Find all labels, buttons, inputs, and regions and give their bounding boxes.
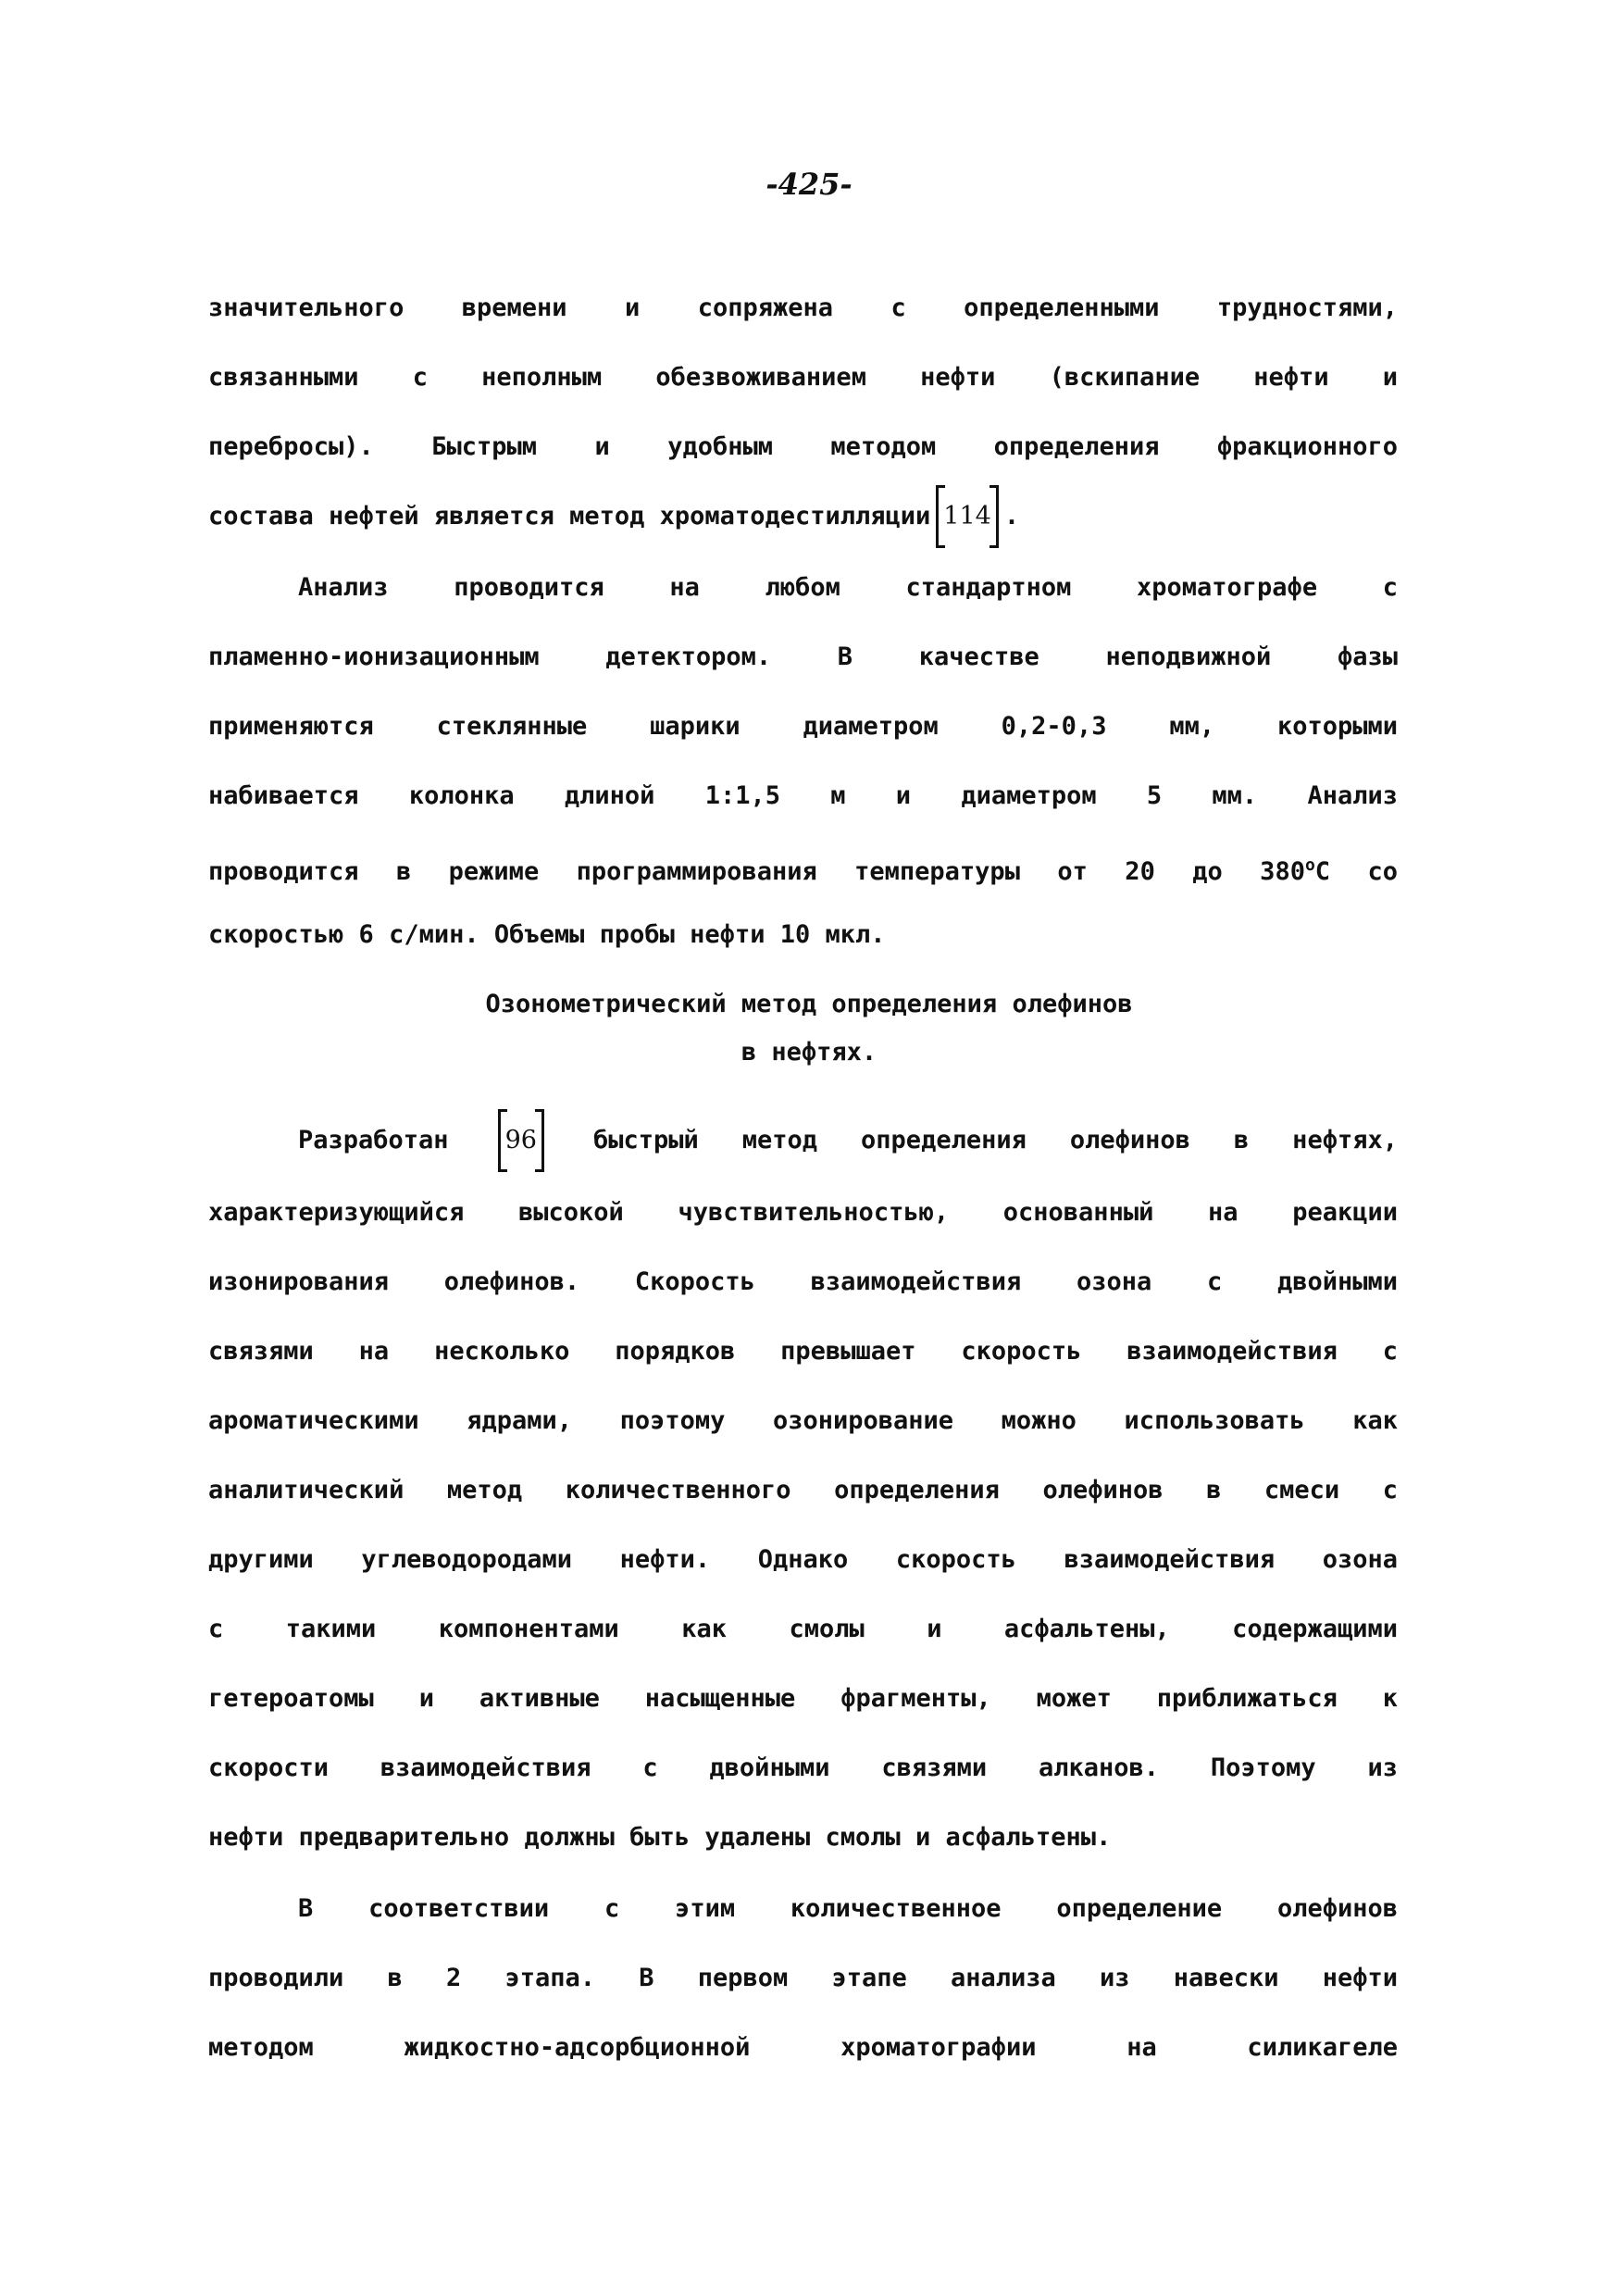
reference-bracket [936,498,999,535]
text-line: другими углеводородами нефти. Однако скорость взаимодействия озона [208,1545,1398,1574]
section-heading: в нефтях. [741,1038,877,1067]
text-line: нефти предварительно должны быть удалены смолы и асфальтены. [208,1823,1112,1852]
text-line: пламенно-ионизационным детектором. В качестве неподвижной фазы [208,643,1398,671]
text-line: скорости взаимодействия с двойными связями алканов. Поэтому из [208,1753,1398,1782]
text-line: В соответствии с этим количественное определение олефинов [298,1894,1398,1923]
text-line: связями на несколько порядков превышает скорость взаимодействия с [208,1337,1398,1366]
text-line [298,1122,1398,1159]
text-fragment: Разработан [298,1126,449,1154]
text-line: с такими компонентами как смолы и асфальтены, содержащими [208,1615,1398,1643]
text-fragment: . [1003,502,1020,530]
text-line: Анализ проводится на любом стандартном хроматографе с [298,573,1398,602]
text-fragment: С со [1314,857,1398,886]
text-fragment: быстрый метод определения олефинов в нефтях, [592,1126,1398,1154]
text-line: проводили в 2 этапа. В первом этапе анализа из навески нефти [208,1964,1398,1992]
text-line: значительного времени и сопряжена с определенными трудностями, [208,293,1398,322]
page-number: -425- [765,167,853,202]
text-fragment: состава нефтей является метод хроматодестилляции [208,502,931,530]
text-fragment: проводится в режиме программирования температуры от 20 до 380 [208,857,1305,886]
text-line: характеризующийся высокой чувствительностью, основанный на реакции [208,1198,1398,1227]
reference-number: 114 [943,502,991,530]
text-line: перебросы). Быстрым и удобным методом определения фракционного [208,432,1398,461]
text-line: скоростью 6 с/мин. Объемы пробы нефти 10 мкл. [208,920,886,949]
text-line [208,498,1398,535]
text-line: набивается колонка длиной 1:1,5 м и диаметром 5 мм. Анализ [208,781,1398,810]
text-line: ароматическими ядрами, поэтому озонирование можно использовать как [208,1406,1398,1435]
text-line: аналитический метод количественного определения олефинов в смеси с [208,1476,1398,1504]
reference-number: 96 [504,1126,537,1154]
text-line: применяются стеклянные шарики диаметром 0,2-0,3 мм, которыми [208,712,1398,741]
degree-sign: o [1304,855,1315,875]
text-line: методом жидкостно-адсорбционной хроматографии на силикагеле [208,2033,1398,2062]
text-line: гетероатомы и активные насыщенные фрагменты, может приближаться к [208,1684,1398,1713]
section-heading: Озонометрический метод определения олефинов [485,990,1133,1018]
reference-bracket [498,1122,544,1159]
text-line [208,847,1398,891]
text-line: связанными с неполным обезвоживанием нефти (вскипание нефти и [208,363,1398,392]
text-line: изонирования олефинов. Скорость взаимодействия озона с двойными [208,1267,1398,1296]
